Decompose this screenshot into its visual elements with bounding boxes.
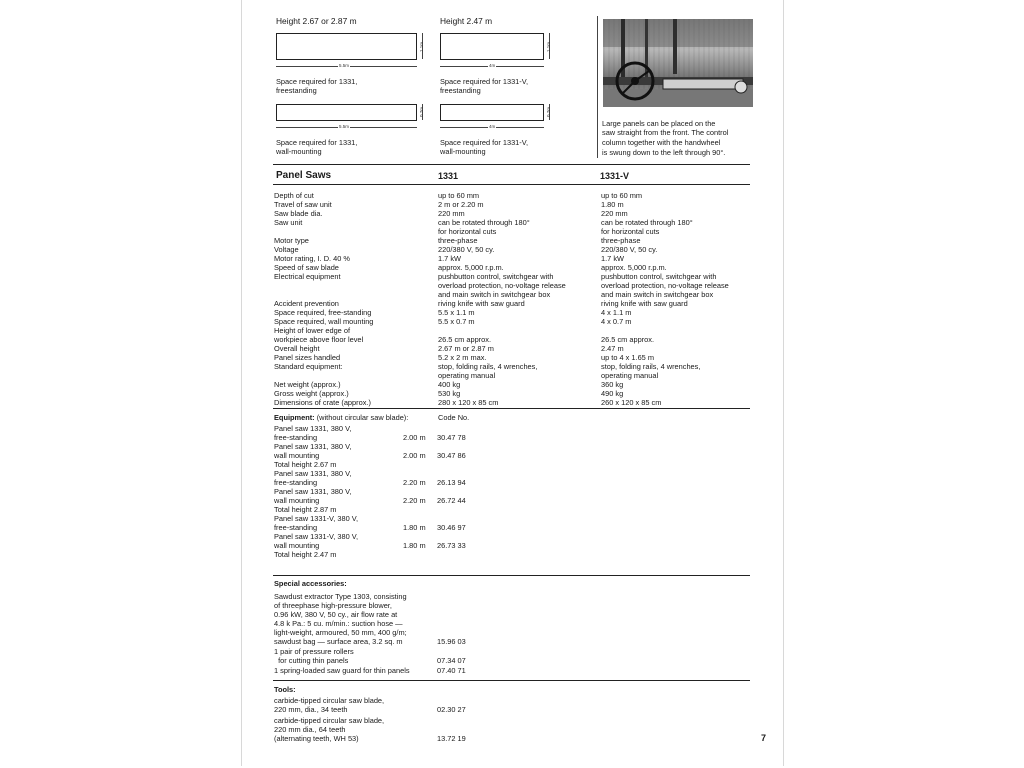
spec-value: 4 x 0.7 m <box>601 317 632 326</box>
equipment-code <box>437 532 466 541</box>
spec-value: 1.7 kW <box>601 254 624 263</box>
spec-value <box>601 326 729 335</box>
photo-caption-l3: column together with the handwheel <box>602 138 721 147</box>
spec-value: can be rotated through 180° <box>438 218 530 227</box>
special-desc: 0.96 kW, 380 V, 50 cy., air flow rate at <box>274 610 398 619</box>
special-code <box>437 628 466 637</box>
special-code: 15.96 03 <box>437 637 466 646</box>
equipment-code: 30.47 86 <box>437 451 466 460</box>
panel-saw-photo <box>603 19 753 107</box>
equipment-code: 26.72 44 <box>437 496 466 505</box>
equipment-size <box>403 469 426 478</box>
spec-label: Space required, wall mounting <box>274 317 374 326</box>
spec-value: operating manual <box>601 371 659 380</box>
special-desc: Sawdust extractor Type 1303, consisting <box>274 592 407 601</box>
equipment-desc: Total height 2.67 m <box>274 460 337 469</box>
spec-value: pushbutton control, switchgear with <box>601 272 717 281</box>
equipment-size <box>403 424 426 433</box>
equipment-size <box>403 442 426 451</box>
equipment-code <box>437 460 466 469</box>
spec-value: overload protection, no-voltage release <box>601 281 729 290</box>
spec-value: 2.67 m or 2.87 m <box>438 344 494 353</box>
spec-value: for horizontal cuts <box>601 227 660 236</box>
equipment-desc: Panel saw 1331-V, 380 V, <box>274 532 359 541</box>
spec-label <box>274 227 373 236</box>
special-code <box>437 619 466 628</box>
spec-value: 5.5 x 0.7 m <box>438 317 475 326</box>
equipment-code <box>437 487 466 496</box>
equipment-desc: Panel saw 1331, 380 V, <box>274 487 352 496</box>
spec-label: Electrical equipment <box>274 272 341 281</box>
equipment-size <box>403 487 426 496</box>
special-desc-col <box>274 592 410 675</box>
spec-value: can be rotated through 180° <box>601 218 693 227</box>
spec-value: riving knife with saw guard <box>438 299 525 308</box>
tools-code-col <box>437 696 466 743</box>
spec-value: 490 kg <box>601 389 624 398</box>
tool-code <box>437 696 466 705</box>
spec-value: 2.47 m <box>601 344 624 353</box>
special-heading: Special accessories: <box>274 579 347 588</box>
equipment-code <box>437 442 466 451</box>
spec-value: overload protection, no-voltage release <box>438 281 566 290</box>
spec-value: 360 kg <box>601 380 624 389</box>
spec-value: 4 x 1.1 m <box>601 308 632 317</box>
spec-label: Saw blade dia. <box>274 209 323 218</box>
spec-value: 2 m or 2.20 m <box>438 200 484 209</box>
spec-label <box>274 281 373 290</box>
equipment-code <box>437 550 466 559</box>
equipment-size: 2.00 m <box>403 451 426 460</box>
spec-label: workpiece above floor level <box>274 335 364 344</box>
spec-value: 220/380 V, 50 cy. <box>438 245 495 254</box>
rule-above-specs <box>273 164 750 165</box>
special-code: 07.34 07 <box>437 656 466 665</box>
spec-value: up to 60 mm <box>438 191 480 200</box>
spec-value: 1.80 m <box>601 200 624 209</box>
equipment-desc: Panel saw 1331, 380 V, <box>274 424 352 433</box>
tool-code: 02.30 27 <box>437 705 466 714</box>
equipment-desc: wall mounting <box>274 451 320 460</box>
equipment-code: 30.46 97 <box>437 523 466 532</box>
spec-label: Overall height <box>274 344 320 353</box>
caption-1331-freestanding-l2: freestanding <box>276 86 317 95</box>
spec-value: approx. 5,000 r.p.m. <box>601 263 667 272</box>
equipment-desc-col <box>274 424 358 559</box>
specs-title: Panel Saws <box>276 170 332 181</box>
tool-desc: (alternating teeth, WH 53) <box>274 734 359 743</box>
spec-label: Net weight (approx.) <box>274 380 341 389</box>
special-desc: light-weight, armoured, 50 mm, 400 g/m; <box>274 628 407 637</box>
special-desc: sawdust bag — surface area, 3.2 sq. m <box>274 637 403 646</box>
caption-1331-wall-l1: Space required for 1331, <box>276 138 358 147</box>
spec-value <box>438 326 566 335</box>
spec-value: 5.2 x 2 m max. <box>438 353 487 362</box>
equipment-desc: Total height 2.47 m <box>274 550 337 559</box>
tool-desc: 220 mm dia., 64 teeth <box>274 725 346 734</box>
caption-1331-freestanding-l1: Space required for 1331, <box>276 77 358 86</box>
spec-value: 220 mm <box>438 209 465 218</box>
caption-1331v-freestanding-l1: Space required for 1331-V, <box>440 77 529 86</box>
spec-label: Height of lower edge of <box>274 326 351 335</box>
tools-heading: Tools: <box>274 685 296 694</box>
equipment-code <box>437 424 466 433</box>
equipment-code: 30.47 78 <box>437 433 466 442</box>
catalog-page: Height 2.67 or 2.87 m Height 2.47 m 1.1m 5.5m Space required for 1331, freestanding 1.1m 4m Space required for 1331-V, freestanding 0.7m 5.5m Space required for 1331, wall-mounting 0.7m 4m Space required for 1331-V, wall-mounting Large panels can be placed on the saw straight from the front. The control column together with the handwheel is swung down to the left through 90°. Panel Saws 1331 1331-V Depth of cut Travel of saw unit Saw blade dia. Saw unit Motor type Voltage Motor rating, I. D. 40 % Speed of saw blade Electrical equipment Accident prevention Space required, free-standing Space required, wall mounting Height of lower edge of workpiece above floor level Overall height Panel sizes handled Standard equipment: Net weight (approx.) Gross weight (approx.) Dimensions of crate (approx.) up to 60 mm 2 m or 2.20 m 220 mm can be rotated through 180° for horizontal cuts three-phase 220/380 V, 50 cy. 1.7 kW approx. 5,000 r.p.m. pushbutton control, switchgear with overload protection, no-voltage release and main switch in switchgear box riving knife with saw guard 5.5 x 1.1 m 5.5 x 0.7 m 26.5 cm approx. 2.67 m or 2.87 m 5.2 x 2 m max. stop, folding rails, 4 wrenches, operating manual 400 kg 530 kg 280 x 120 x 85 cm up to 60 mm 1.80 m 220 mm can be rotated through 180° for horizontal cuts three-phase 220/380 V, 50 cy. 1.7 kW approx. 5,000 r.p.m. pushbutton control, switchgear with overload protection, no-voltage release and main switch in switchgear box riving knife with saw guard 4 x 1.1 m 4 x 0.7 m 26.5 cm approx. 2.47 m up to 4 x 1.65 m stop, folding rails, 4 wrenches, operating manual 360 kg 490 kg 260 x 120 x 85 cm Equipment: (without circular saw blade): Code No. Panel saw 1331, 380 V, free-standing Panel saw 1331, 380 V, wall mounting Total height 2.67 m Panel saw 1331, 380 V, free-standing Panel saw 1331, 380 V, wall mounting Total height 2.87 m Panel saw 1331-V, 380 V, free-standing Panel saw 1331-V, 380 V, wall mounting Total height 2.47 m 2.00 m 2.00 m 2.20 m 2.20 m 1.80 m 1.80 m 30.47 78 30.47 86 26.13 94 26.72 44 30.46 97 26.73 33 Special accessories: Sawdust extractor Type 1303, consisting of threephase high-pressure blower, 0.96 kW, 380 V, 50 cy., air flow rate at 4.8 k Pa.: 5 cu. m/min.: suction hose — light-weight, armoured, 50 mm, 400 g/m; sawdust bag — surface area, 3.2 sq. m 1 pair of pressure rollers for cutting thin panels 1 spring-loaded saw guard for thin panels 15.96 03 07.34 07 07.40 71 Tools: carbide-tipped circular saw blade, 220 mm, dia., 34 teeth carbide-tipped circular saw blade, 220 mm dia., 64 teeth (alternating teeth, WH 53) 02.30 27 13.72 19 7 <box>241 0 784 766</box>
spec-label: Motor rating, I. D. 40 % <box>274 254 350 263</box>
equipment-size: 1.80 m <box>403 541 426 550</box>
photo-caption-l2: saw straight from the front. The control <box>602 128 729 137</box>
equipment-desc: wall mounting <box>274 541 320 550</box>
spec-value: and main switch in switchgear box <box>601 290 714 299</box>
equipment-code-header: Code No. <box>438 413 470 422</box>
spec-label <box>274 371 373 380</box>
spec-value: for horizontal cuts <box>438 227 497 236</box>
rule-below-spec-header <box>273 184 750 185</box>
special-desc: 4.8 k Pa.: 5 cu. m/min.: suction hose — <box>274 619 403 628</box>
spec-label: Saw unit <box>274 218 303 227</box>
specs-col-1331: 1331 <box>438 171 459 181</box>
photo-caption-l1: Large panels can be placed on the <box>602 119 716 128</box>
rule-above-special <box>273 575 750 576</box>
special-code-col <box>437 592 466 675</box>
spec-value: 280 x 120 x 85 cm <box>438 398 499 407</box>
spec-value: 26.5 cm approx. <box>601 335 654 344</box>
spec-value: 220/380 V, 50 cy. <box>601 245 658 254</box>
spec-value: 220 mm <box>601 209 628 218</box>
equipment-code <box>437 469 466 478</box>
equipment-size <box>403 550 426 559</box>
spec-label: Accident prevention <box>274 299 339 308</box>
spec-value: 400 kg <box>438 380 461 389</box>
spec-value: 5.5 x 1.1 m <box>438 308 475 317</box>
spec-value: three-phase <box>438 236 478 245</box>
rule-above-equipment <box>273 408 750 409</box>
equipment-desc: Total height 2.87 m <box>274 505 337 514</box>
spec-value: approx. 5,000 r.p.m. <box>438 263 504 272</box>
spec-label: Standard equipment: <box>274 362 343 371</box>
spec-value: up to 60 mm <box>601 191 643 200</box>
tools-desc-col <box>274 696 384 743</box>
equipment-size: 2.20 m <box>403 478 426 487</box>
special-desc: 1 spring-loaded saw guard for thin panels <box>274 666 410 675</box>
spec-label: Speed of saw blade <box>274 263 339 272</box>
caption-1331v-wall-l2: wall-mounting <box>440 147 486 156</box>
spec-label: Voltage <box>274 245 299 254</box>
tool-code <box>437 716 466 725</box>
spec-value: 26.5 cm approx. <box>438 335 491 344</box>
caption-1331v-wall-l1: Space required for 1331-V, <box>440 138 529 147</box>
spec-label: Space required, free-standing <box>274 308 372 317</box>
special-desc: for cutting thin panels <box>274 656 349 665</box>
spec-value: stop, folding rails, 4 wrenches, <box>438 362 538 371</box>
photo-caption-l4: is swung down to the left through 90°. <box>602 148 726 157</box>
equipment-desc: free-standing <box>274 523 318 532</box>
special-desc: 1 pair of pressure rollers <box>274 647 354 656</box>
tool-code <box>437 725 466 734</box>
spec-value: up to 4 x 1.65 m <box>601 353 654 362</box>
equipment-desc: Panel saw 1331, 380 V, <box>274 469 352 478</box>
rule-above-tools <box>273 680 750 681</box>
equipment-size <box>403 514 426 523</box>
spec-label: Travel of saw unit <box>274 200 332 209</box>
spec-value: riving knife with saw guard <box>601 299 688 308</box>
equipment-desc: free-standing <box>274 433 318 442</box>
spec-labels <box>274 191 373 407</box>
spec-value: 260 x 120 x 85 cm <box>601 398 662 407</box>
spec-value: stop, folding rails, 4 wrenches, <box>601 362 701 371</box>
special-code <box>437 601 466 610</box>
equipment-size: 1.80 m <box>403 523 426 532</box>
spec-label: Depth of cut <box>274 191 314 200</box>
special-code <box>437 610 466 619</box>
spec-values-1331v <box>601 191 729 407</box>
column-divider <box>597 16 598 158</box>
equipment-code <box>437 514 466 523</box>
special-code <box>437 647 466 656</box>
special-desc: of threephase high-pressure blower, <box>274 601 392 610</box>
spec-value: pushbutton control, switchgear with <box>438 272 554 281</box>
spec-label: Dimensions of crate (approx.) <box>274 398 371 407</box>
tool-code: 13.72 19 <box>437 734 466 743</box>
spec-label <box>274 290 373 299</box>
equipment-code: 26.73 33 <box>437 541 466 550</box>
equipment-size <box>403 460 426 469</box>
page-number: 7 <box>761 733 767 743</box>
spec-value: operating manual <box>438 371 496 380</box>
equipment-desc: wall mounting <box>274 496 320 505</box>
caption-1331v-freestanding-l2: freestanding <box>440 86 481 95</box>
spec-label: Gross weight (approx.) <box>274 389 349 398</box>
equipment-heading-rest: (without circular saw blade): <box>316 413 409 422</box>
equipment-desc: Panel saw 1331-V, 380 V, <box>274 514 359 523</box>
spec-value: 530 kg <box>438 389 461 398</box>
equipment-size <box>403 532 426 541</box>
equipment-desc: Panel saw 1331, 380 V, <box>274 442 352 451</box>
equipment-heading <box>274 413 408 422</box>
caption-1331-wall-l2: wall-mounting <box>276 147 322 156</box>
equipment-code-col <box>437 424 466 559</box>
spec-value: 1.7 kW <box>438 254 461 263</box>
special-code: 07.40 71 <box>437 666 466 675</box>
height-label-1331v: Height 2.47 m <box>440 16 493 26</box>
height-label-1331: Height 2.67 or 2.87 m <box>276 16 357 26</box>
equipment-desc: free-standing <box>274 478 318 487</box>
spec-values-1331 <box>438 191 566 407</box>
tool-desc: 220 mm, dia., 34 teeth <box>274 705 348 714</box>
equipment-size <box>403 505 426 514</box>
equipment-size: 2.00 m <box>403 433 426 442</box>
equipment-size-col <box>403 424 426 559</box>
special-code <box>437 592 466 601</box>
tool-desc: carbide-tipped circular saw blade, <box>274 716 385 725</box>
spec-label: Motor type <box>274 236 309 245</box>
specs-col-1331v: 1331-V <box>600 171 630 181</box>
equipment-heading-bold: Equipment: <box>274 413 315 422</box>
spec-value: and main switch in switchgear box <box>438 290 551 299</box>
equipment-code <box>437 505 466 514</box>
equipment-size: 2.20 m <box>403 496 426 505</box>
tool-desc: carbide-tipped circular saw blade, <box>274 696 385 705</box>
equipment-code: 26.13 94 <box>437 478 466 487</box>
spec-label: Panel sizes handled <box>274 353 341 362</box>
spec-value: three-phase <box>601 236 641 245</box>
